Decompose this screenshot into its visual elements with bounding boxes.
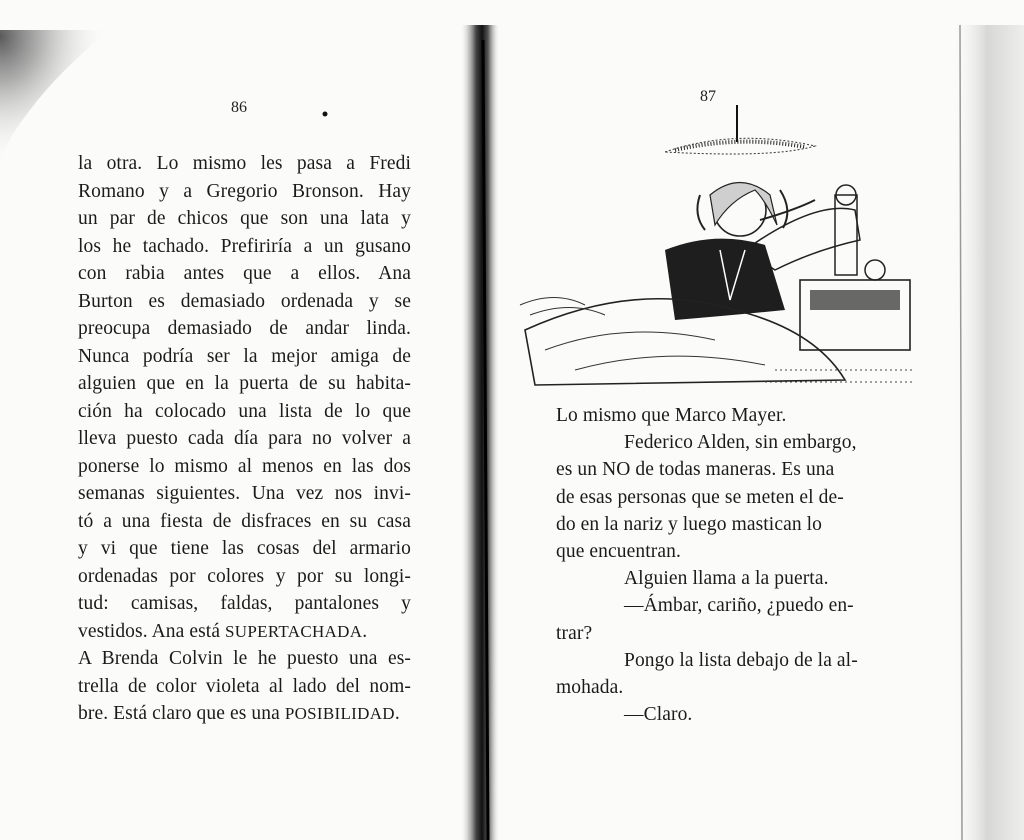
text-line: A Brenda Colvin le he puesto una es-: [78, 648, 411, 669]
text-line: y vi que tiene las cosas del armario: [78, 538, 411, 559]
text-line: semanas siguientes. Una vez nos invi-: [78, 483, 411, 504]
text-line: [78, 618, 411, 646]
left-page-text: [78, 150, 411, 728]
text-line: —Claro.: [624, 704, 693, 726]
text-line: tud: camisas, faldas, pantalones y: [78, 593, 411, 614]
text-run: bre. Está claro que es una: [78, 703, 285, 724]
text-line: lleva puesto cada día para no volver a: [78, 428, 411, 449]
text-line: mohada.: [556, 676, 624, 698]
page-number-left: 86: [231, 99, 247, 116]
text-line: Alguien llama a la puerta.: [624, 568, 829, 590]
text-line: Nunca podría ser la mejor amiga de: [78, 345, 411, 367]
text-line: los he tachado. Prefiriría a un gusano: [78, 235, 411, 257]
supertachada-word: SUPERTACHADA: [225, 621, 363, 641]
text-line: que encuentran.: [556, 540, 681, 562]
text-line: ponerse lo mismo al menos en las dos: [78, 455, 411, 477]
text-line: alguien que en la puerta de su habita-: [78, 373, 411, 394]
left-page-lines: [78, 150, 411, 618]
right-page-lines: [556, 402, 858, 728]
page-number-right: 87: [700, 88, 716, 105]
text-line: ción ha colocado una lista de lo que: [78, 400, 411, 422]
text-line: con rabia antes que a ellos. Ana: [78, 263, 411, 284]
text-line: tó a una fiesta de disfraces en su casa: [78, 510, 411, 532]
text-line: —Ámbar, cariño, ¿puedo en-: [624, 595, 854, 617]
text-run: .: [394, 703, 400, 724]
text-line: ordenadas por colores y por su longi-: [78, 565, 411, 587]
text-line: de esas personas que se meten el de-: [556, 486, 844, 508]
text-line: es un NO de todas maneras. Es una: [556, 459, 835, 481]
text-line: trar?: [556, 622, 593, 644]
posibilidad-word: POSIBILIDAD: [284, 704, 395, 723]
text-line: [78, 700, 411, 728]
text-line: Pongo la lista debajo de la al-: [624, 649, 858, 671]
text-line: un par de chicos que son una lata y: [78, 208, 411, 229]
text-line: la otra. Lo mismo les pasa a Fredi: [78, 153, 411, 174]
text-line: Romano y a Gregorio Bronson. Hay: [78, 180, 411, 202]
girl-in-bed-illustration: [515, 100, 915, 400]
text-line: Lo mismo que Marco Mayer.: [556, 405, 787, 426]
text-line: do en la nariz y luego mastican lo: [556, 513, 823, 535]
text-line: Federico Alden, sin embargo,: [624, 432, 857, 454]
text-run: .: [362, 620, 368, 642]
text-run: vestidos. Ana está: [78, 620, 226, 642]
text-line: Burton es demasiado ordenada y se: [78, 290, 411, 312]
text-line: trella de color violeta al lado del nom-: [78, 675, 411, 697]
text-line: preocupa demasiado de andar linda.: [78, 318, 411, 339]
right-page-text: [556, 402, 858, 728]
